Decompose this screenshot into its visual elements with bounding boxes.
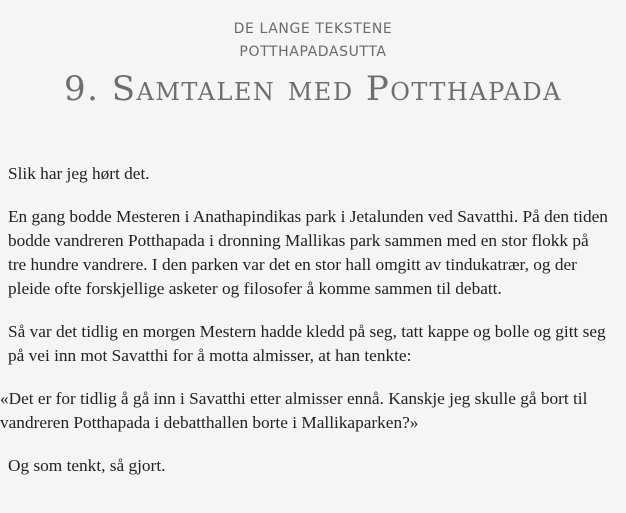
paragraph: Og som tenkt, så gjort. bbox=[8, 456, 166, 475]
paragraph: En gang bodde Mesteren i Anathapindikas park i Jetalunden ved Savatthi. På den tiden bodde vandreren Potthapada i dronning Mallikas park sammen med en stor flokk på tre hundre vandrere. I den parken var det en stor hall omgitt av tindukatrær, og der pleide ofte forskjellige asketer og filosofer å komme sammen til debatt. bbox=[8, 207, 608, 298]
paragraph: Så var det tidlig en morgen Mestern hadde kledd på seg, tatt kappe og bolle og gitt seg på vei inn mot Savatthi for å motta almisser, at han tenkte: bbox=[8, 322, 606, 365]
page-title: 9. Samtalen med Potthapada bbox=[63, 69, 562, 109]
quote-paragraph: «Det er for tidlig å gå inn i Savatthi etter almisser ennå. Kanskje jeg skulle gå bort til vandreren Potthapada i debatthallen borte i Mallikaparken?» bbox=[0, 389, 588, 432]
page-header bbox=[0, 0, 626, 109]
collection-name: DE LANGE TEKSTENE bbox=[233, 21, 393, 37]
text-body bbox=[0, 162, 608, 497]
paragraph: Slik har jeg hørt det. bbox=[8, 164, 150, 183]
sutta-name: POTTHAPADASUTTA bbox=[239, 44, 387, 60]
